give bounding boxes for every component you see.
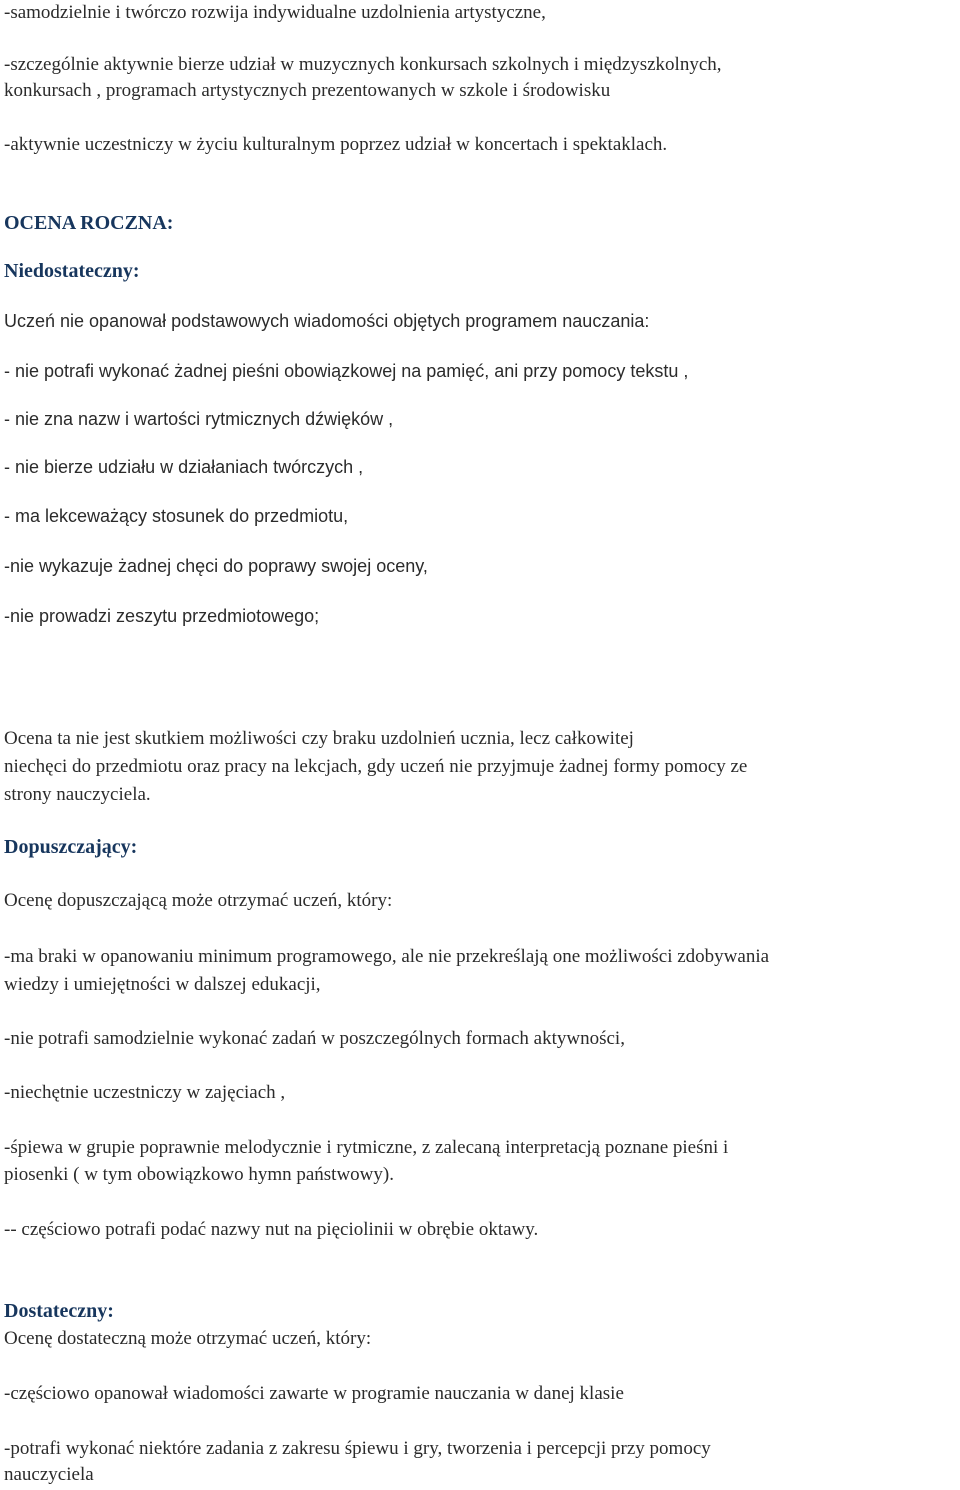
dostateczny-heading: Dostateczny: [4, 1300, 114, 1322]
list-item: -niechętnie uczestniczy w zajęciach , [4, 1082, 286, 1103]
intro-line: -szczególnie aktywnie bierze udział w muzycznych konkursach szkolnych i międzyszkolnych, [4, 54, 722, 75]
intro-line: -aktywnie uczestniczy w życiu kulturalnym poprzez udział w koncertach i spektaklach. [4, 134, 668, 155]
list-item: -- częściowo potrafi podać nazwy nut na pięciolinii w obrębie oktawy. [4, 1219, 539, 1240]
list-item: -ma braki w opanowaniu minimum programowego, ale nie przekreślają one możliwości zdobywania [4, 946, 770, 967]
dopuszczajacy-intro: Ocenę dopuszczającą może otrzymać uczeń, który: [4, 890, 393, 911]
note-line: niechęci do przedmiotu oraz pracy na lekcjach, gdy uczeń nie przyjmuje żadnej formy pomocy ze [4, 756, 748, 777]
intro-line: -samodzielnie i twórczo rozwija indywidualne uzdolnienia artystyczne, [4, 2, 546, 23]
list-item: -nie potrafi samodzielnie wykonać zadań w poszczególnych formach aktywności, [4, 1028, 625, 1049]
list-item: -potrafi wykonać niektóre zadania z zakresu śpiewu i gry, tworzenia i percepcji przy pomocy [4, 1438, 711, 1459]
list-item: - nie potrafi wykonać żadnej pieśni obowiązkowej na pamięć, ani przy pomocy tekstu , [4, 361, 689, 381]
list-item: -śpiewa w grupie poprawnie melodycznie i rytmiczne, z zalecaną interpretacją poznane pieśni i [4, 1137, 729, 1158]
intro-line: konkursach , programach artystycznych prezentowanych w szkole i środowisku [4, 80, 611, 101]
dostateczny-intro: Ocenę dostateczną może otrzymać uczeń, który: [4, 1328, 372, 1349]
list-item: -częściowo opanował wiadomości zawarte w programie nauczania w danej klasie [4, 1383, 624, 1404]
niedostateczny-intro: Uczeń nie opanował podstawowych wiadomości objętych programem nauczania: [4, 311, 650, 331]
list-item: piosenki ( w tym obowiązkowo hymn państwowy). [4, 1164, 394, 1185]
list-item: - ma lekceważący stosunek do przedmiotu, [4, 506, 349, 526]
note-line: Ocena ta nie jest skutkiem możliwości czy braku uzdolnień ucznia, lecz całkowitej [4, 728, 634, 749]
list-item: - nie bierze udziału w działaniach twórczych , [4, 457, 364, 477]
list-item: nauczyciela [4, 1464, 94, 1485]
annual-grade-heading: OCENA ROCZNA: [4, 212, 174, 234]
list-item: - nie zna nazw i wartości rytmicznych dźwięków , [4, 409, 394, 429]
list-item: -nie wykazuje żadnej chęci do poprawy swojej oceny, [4, 556, 428, 576]
niedostateczny-heading: Niedostateczny: [4, 260, 140, 282]
dopuszczajacy-heading: Dopuszczający: [4, 836, 138, 858]
list-item: wiedzy i umiejętności w dalszej edukacji, [4, 974, 321, 995]
note-line: strony nauczyciela. [4, 784, 151, 805]
list-item: -nie prowadzi zeszytu przedmiotowego; [4, 606, 320, 626]
